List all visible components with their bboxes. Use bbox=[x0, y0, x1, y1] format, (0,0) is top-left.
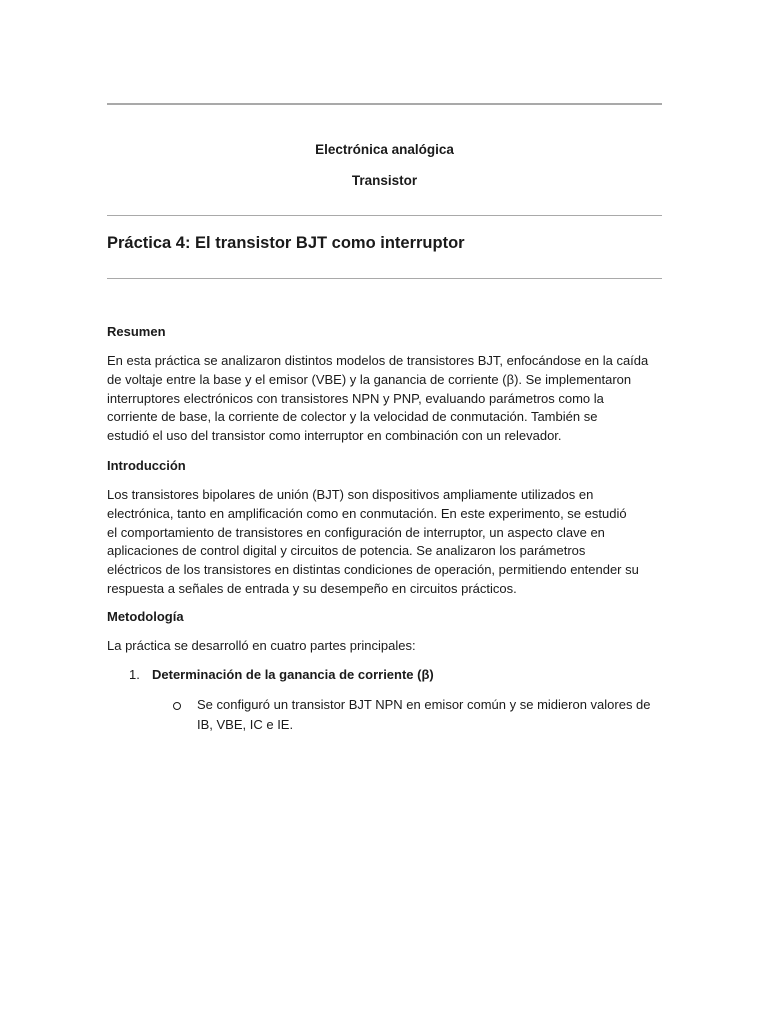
resumen-line: En esta práctica se analizaron distintos modelos de transistores BJT, enfocándose en la caída bbox=[107, 353, 649, 368]
section-heading-metodologia: Metodología bbox=[107, 609, 184, 624]
metodologia-intro: La práctica se desarrolló en cuatro partes principales: bbox=[107, 638, 416, 653]
introduccion-line: aplicaciones de control digital y circuitos de potencia. Se analizaron los parámetros bbox=[107, 543, 586, 559]
topic-name: Transistor bbox=[351, 173, 418, 188]
top-divider bbox=[107, 103, 662, 105]
list-item-title: Determinación de la ganancia de corriente (β) bbox=[152, 667, 434, 682]
introduccion-line: el comportamiento de transistores en configuración de interruptor, un aspecto clave en bbox=[107, 524, 605, 540]
resumen-line: corriente de base, la corriente de colector y la velocidad de conmutación. También se bbox=[107, 409, 598, 425]
resumen-line: estudió el uso del transistor como interruptor en combinación con un relevador. bbox=[107, 428, 562, 444]
section-heading-introduccion: Introducción bbox=[107, 458, 186, 473]
document-page bbox=[107, 0, 662, 1024]
resumen-line: de voltaje entre la base y el emisor (VBE) y la ganancia de corriente (β). Se implementaron bbox=[107, 371, 632, 387]
bullet-line: Se configuró un transistor BJT NPN en emisor común y se midieron valores de bbox=[197, 697, 651, 712]
hollow-bullet-icon bbox=[173, 702, 181, 710]
introduccion-paragraph bbox=[107, 486, 662, 599]
introduccion-line: respuesta a señales de entrada y su desempeño en circuitos prácticos. bbox=[107, 580, 517, 596]
introduccion-line: eléctricos de los transistores en distintas condiciones de operación, permitiendo entender su bbox=[107, 562, 639, 578]
resumen-line: interruptores electrónicos con transistores NPN y PNP, evaluando parámetros como la bbox=[107, 390, 604, 406]
introduccion-line: Los transistores bipolares de unión (BJT) son dispositivos ampliamente utilizados en bbox=[107, 487, 594, 502]
title-divider-top bbox=[107, 215, 662, 216]
course-name: Electrónica analógica bbox=[315, 142, 454, 157]
section-heading-resumen: Resumen bbox=[107, 324, 166, 339]
bullet-line: IB, VBE, IC e IE. bbox=[197, 716, 294, 732]
resumen-paragraph bbox=[107, 352, 662, 446]
page-title: Práctica 4: El transistor BJT como interruptor bbox=[107, 234, 465, 252]
introduccion-line: electrónica, tanto en amplificación como en conmutación. En este experimento, se estudió bbox=[107, 505, 627, 521]
bullet-item-text bbox=[197, 695, 659, 734]
list-item-number: 1. bbox=[129, 667, 140, 682]
title-divider-bottom bbox=[107, 278, 662, 279]
